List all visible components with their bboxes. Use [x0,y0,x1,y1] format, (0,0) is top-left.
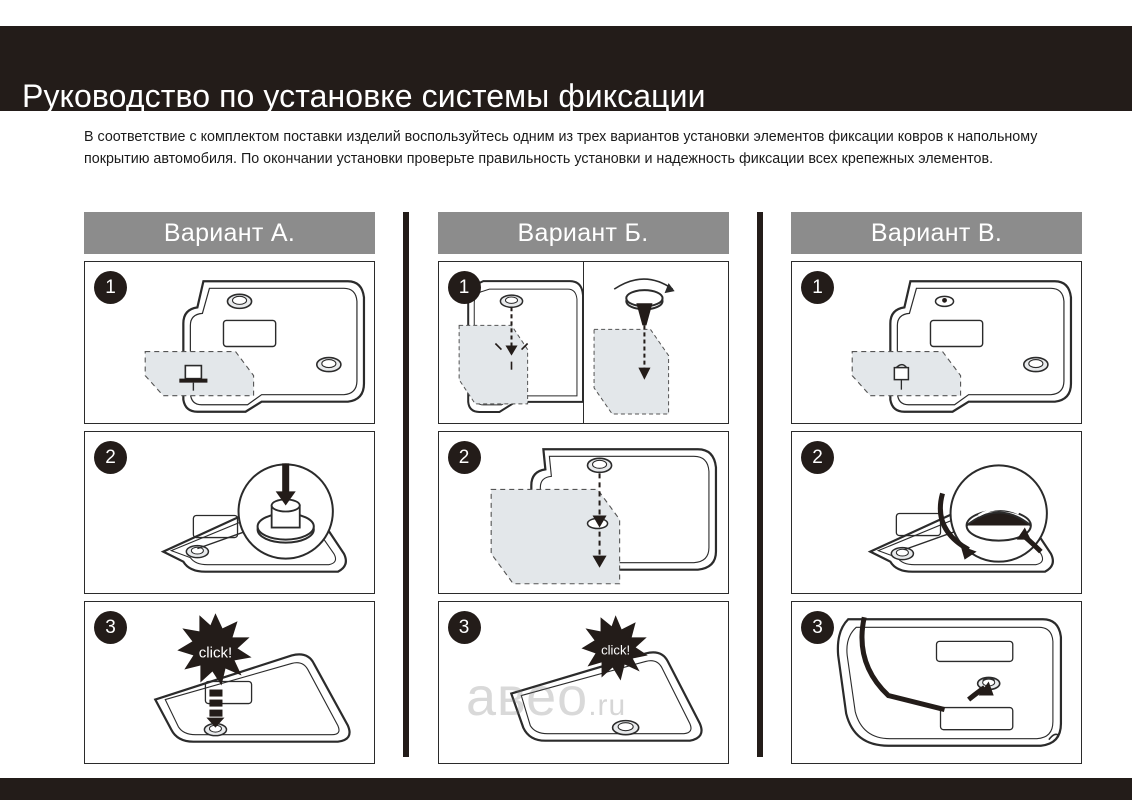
mat-with-hole-illustration [792,262,1081,423]
click-confirmation-illustration [85,602,374,763]
variant-v-step-3 [791,601,1082,764]
twist-lock-illustration [792,432,1081,593]
variant-a-step-2 [84,431,375,594]
variant-v-header [791,212,1082,254]
variant-b-step-3 [438,601,729,764]
variant-b-title: Вариант Б. [517,218,649,247]
variant-v-steps [791,261,1082,764]
step-badge: 1 [94,271,127,304]
variant-b-step-1 [438,261,729,424]
step-badge: 3 [448,611,481,644]
variant-b-step-2 [438,431,729,594]
variant-a-header [84,212,375,254]
step-badge: 2 [94,441,127,474]
top-white-strip [0,0,1132,26]
variant-v-step-1 [791,261,1082,424]
zoomed-fastener-illustration [85,432,374,593]
page-title: Руководство по установке системы фиксации [22,78,706,114]
intro-paragraph: В соответствие с комплектом поставки изделий воспользуйтесь одним из трех вариантов установки элементов фиксации ковров к напольному покрытию автомобиля. По окончании установки проверьте правильность установки и надежность фиксации всех крепежных элементов. [84,129,1038,167]
column-divider-1 [403,212,409,757]
variant-a-steps [84,261,375,764]
click-confirmation-illustration [439,602,728,763]
bottom-bar [0,778,1132,800]
step-badge: 1 [801,271,834,304]
variants-container [84,212,1082,757]
svg-text:click!: click! [600,642,630,658]
variant-v-step-2 [791,431,1082,594]
watermark-text: авео [466,667,589,727]
variant-v-title: Вариант В. [870,218,1003,247]
step-badge: 3 [94,611,127,644]
variant-b-step-1-right [584,262,728,423]
watermark-suffix: .ru [588,689,627,722]
step-badge: 3 [801,611,834,644]
svg-text:click!: click! [198,644,233,662]
variant-b-steps [438,261,729,764]
final-locked-illustration [792,602,1081,763]
variant-a-title: Вариант А. [163,218,296,247]
variant-a-step-3 [84,601,375,764]
mat-with-hole-illustration [85,262,374,423]
step-badge: 1 [448,271,481,304]
header-bar [0,26,1132,114]
step-badge: 2 [448,441,481,474]
drill-hole-illustration [584,262,728,423]
column-divider-2 [757,212,763,757]
step-badge: 2 [801,441,834,474]
variant-column-a [84,212,375,757]
variant-column-v [791,212,1082,757]
variant-column-b [438,212,729,757]
variant-a-step-1 [84,261,375,424]
insert-fastener-illustration [439,432,728,593]
variant-b-header [438,212,729,254]
